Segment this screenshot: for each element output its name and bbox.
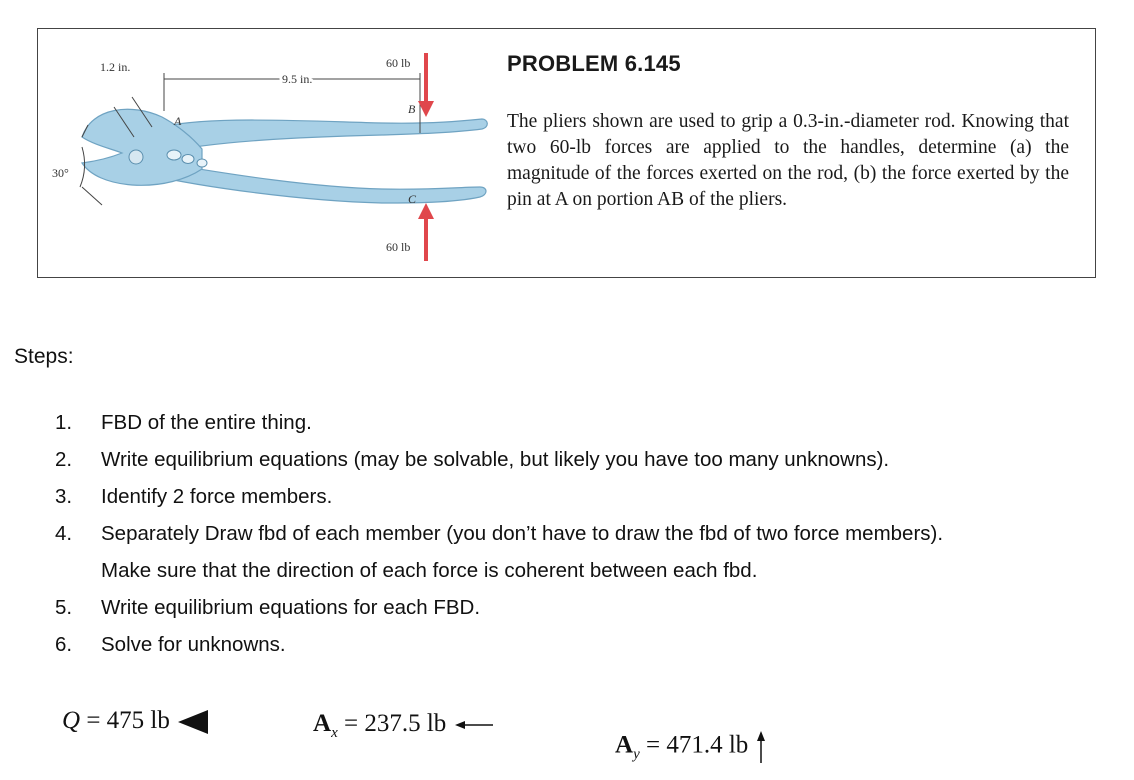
answer-ay: $A_y = 471.4$ lb [615,730,767,764]
left-arrow-icon [453,718,495,732]
problem-title: PROBLEM 6.145 [507,51,681,76]
point-b-label: B [408,102,416,116]
up-arrow-icon [755,730,767,764]
upper-handle [152,119,487,153]
answer-ax: $A_x = 237.5$ lb [313,710,495,742]
step-item-continuation: Make sure that the direction of each force is coherent between each fbd. [101,559,758,582]
dim-jaw-label: 1.2 in. [100,60,131,74]
pliers-figure [52,37,492,269]
point-c-label: C [408,192,417,206]
problem-text: The pliers shown are used to grip a 0.3-in.-diameter rod. Knowing that two 60-lb forces are applied to the handles, determine (a) the magnitude of the forces exerted on the rod, (b) the force exerted by the pin at A on portion AB of the pliers. [507,111,1069,210]
step-item: 3. Identify 2 force members. [55,485,333,508]
step-item: 4. Separately Draw fbd of each member (you don’t have to draw the fbd of two force members). [55,522,944,545]
problem-box [37,28,1096,278]
point-a-label: A [174,114,182,128]
step-item: 2. Write equilibrium equations (may be solvable, but likely you have too many unknowns). [55,448,890,471]
angle-label: 30° [52,166,69,180]
step-item: 1. FBD of the entire thing. [55,411,312,434]
step-item: 6. Solve for unknowns. [55,633,286,656]
answer-q: Q = 475 lb [62,707,210,735]
force-top-label: 60 lb [386,56,411,70]
pliers-head [82,109,202,185]
steps-label: Steps: [14,345,74,368]
left-arrow-icon [176,709,210,735]
step-item: 5. Write equilibrium equations for each FBD. [55,596,481,619]
dim-length-label: 9.5 in. [282,72,313,86]
force-bottom-label: 60 lb [386,240,411,254]
steps-list [55,404,1125,663]
